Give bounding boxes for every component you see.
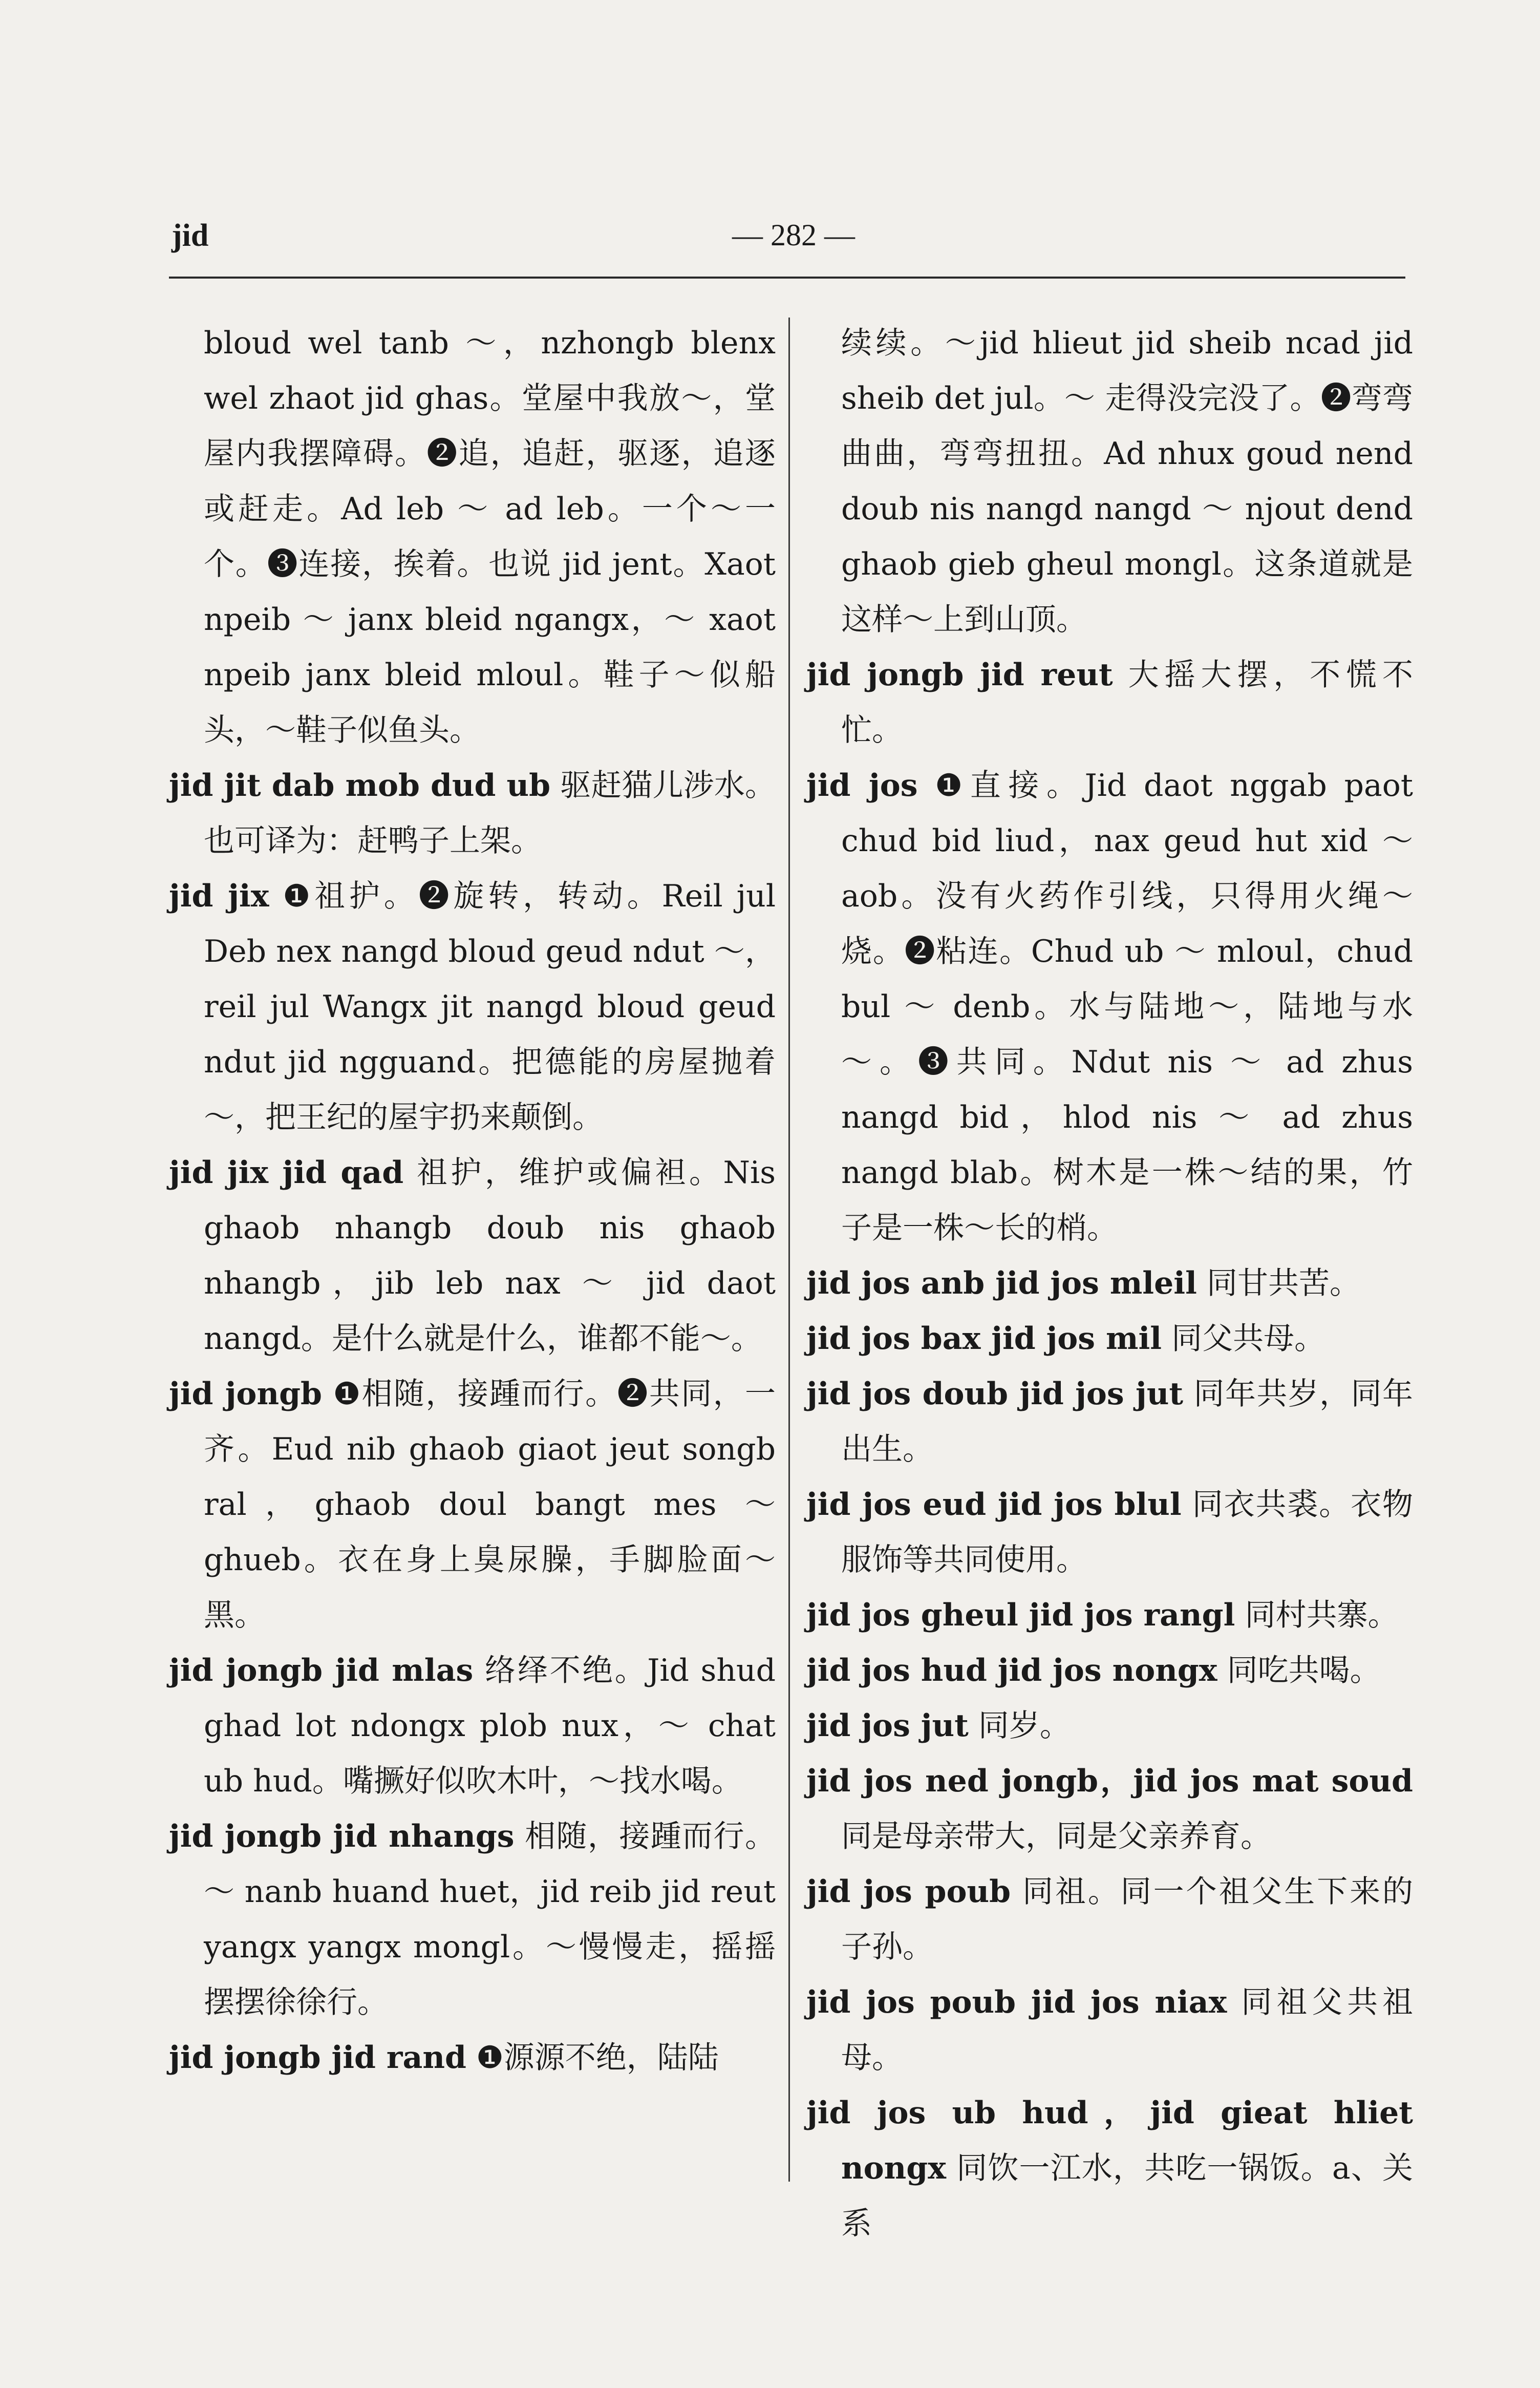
- entry-definition: 祖护，维护或偏袒。Nis ghaob nhangb doub nis ghaob nhangb，jib leb nax ～ jid daot nangd。是什么就是什么，谁都不能～。: [204, 1155, 776, 1357]
- entry-definition: 同是母亲带大，同是父亲养育。: [841, 1819, 1271, 1854]
- dictionary-entry: [806, 647, 1413, 758]
- entry-definition: ❶相随，接踵而行。❷共同，一齐。Eud nib ghaob giaot jeut songb ral，ghaob doul bangt mes ～ ghueb。衣在身上臭尿臊，手脚脸面～黑。: [204, 1376, 776, 1633]
- entry-definition: 同年共岁，同年出生。: [841, 1376, 1414, 1467]
- entry-definition: 同衣共裘。衣物服饰等共同使用。: [841, 1487, 1414, 1578]
- entry-headword: jid jos: [806, 768, 918, 804]
- header-rule: [169, 277, 1405, 279]
- left-column: [169, 315, 776, 2085]
- dictionary-entry: [806, 1588, 1413, 1643]
- entry-headword: jid jos hud jid jos nongx: [806, 1653, 1217, 1688]
- entry-definition: ❶直接。Jid daot nggab paot chud bid liud，nax geud hut xid ～ aob。没有火药作引线，只得用火绳～烧。❷粘连。Chud ub ～ mloul，chud bul ～ denb。水与陆地～，陆地与水～。❸共同。Ndut nis ～ ad zhus nangd bid，hlod nis ～ ad zhus nangd blab。树木是一株～结的果，竹子是一株～长的梢。: [841, 768, 1413, 1246]
- entry-headword: jid jongb: [169, 1376, 322, 1412]
- entry-headword: jid jos poub: [806, 1874, 1011, 1910]
- entry-headword: jid jos doub jid jos jut: [806, 1376, 1184, 1412]
- dictionary-entry: [806, 1311, 1413, 1366]
- dictionary-entry: [169, 1145, 776, 1366]
- dictionary-entry: [169, 2030, 776, 2085]
- dictionary-entry: [806, 1698, 1413, 1753]
- dictionary-entry: [806, 315, 1413, 647]
- dictionary-entry: [806, 1643, 1413, 1698]
- dictionary-entry: [169, 1643, 776, 1809]
- dictionary-entry: [169, 758, 776, 869]
- dictionary-entry: [169, 315, 776, 758]
- dictionary-entry: [806, 1477, 1413, 1588]
- entry-definition: 同饮一江水，共吃一锅饭。a、关系: [841, 2150, 1413, 2242]
- entry-definition: 同祖。同一个祖父生下来的子孙。: [841, 1874, 1413, 1965]
- dictionary-entry: [806, 1864, 1413, 1975]
- entry-headword: jid jongb jid reut: [806, 657, 1113, 693]
- dictionary-entry: [169, 869, 776, 1145]
- entry-headword: jid jix jid qad: [169, 1155, 404, 1191]
- entry-headword: jid jos bax jid jos mil: [806, 1321, 1162, 1357]
- dictionary-entry: [806, 1975, 1413, 2085]
- entry-headword: jid jos ned jongb，jid jos mat soud: [806, 1763, 1413, 1799]
- entry-headword: jid jos eud jid jos blul: [806, 1487, 1182, 1523]
- entry-headword: jid jix: [169, 878, 269, 914]
- dictionary-entry: [169, 1366, 776, 1643]
- page-number: — 282 —: [732, 218, 855, 252]
- entry-definition: 相随，接踵而行。～ nanb huand huet，jid reib jid reut yangx yangx mongl。～慢慢走，摇摇摆摆徐徐行。: [204, 1819, 776, 2020]
- entry-definition: 同父共母。: [1171, 1321, 1325, 1357]
- entry-definition: ❶源源不绝，陆陆: [476, 2040, 719, 2076]
- dictionary-entry: [806, 1753, 1413, 1864]
- right-column: [806, 315, 1413, 2251]
- dictionary-entry: [806, 2085, 1413, 2251]
- entry-headword: jid jongb jid rand: [169, 2040, 466, 2076]
- entry-definition: ❶祖护。❷旋转，转动。Reil jul Deb nex nangd bloud geud ndut ～，reil jul Wangx jit nangd bloud geud ndut jid ngguand。把德能的房屋抛着～，把王纪的屋宇扔来颠倒。: [204, 878, 776, 1135]
- guide-word: jid: [172, 218, 209, 253]
- entry-headword: jid jos anb jid jos mleil: [806, 1265, 1197, 1301]
- entry-headword: jid jongb jid nhangs: [169, 1819, 515, 1854]
- entry-definition: 同村共寨。: [1245, 1597, 1399, 1633]
- column-divider: [788, 318, 790, 2182]
- entry-headword: jid jongb jid mlas: [169, 1653, 474, 1688]
- entry-definition: 同祖父共祖母。: [841, 1984, 1413, 2076]
- entry-definition: 同岁。: [978, 1708, 1071, 1744]
- entry-definition: 络绎不绝。Jid shud ghad lot ndongx plob nux，～ chat ub hud。嘴撅好似吹木叶，～找水喝。: [204, 1653, 776, 1799]
- entry-headword: jid jos jut: [806, 1708, 969, 1744]
- entry-definition: 同甘共苦。: [1206, 1265, 1360, 1301]
- entry-definition: 同吃共喝。: [1227, 1653, 1381, 1688]
- entry-definition: bloud wel tanb ～，nzhongb blenx wel zhaot jid ghas。堂屋中我放～，堂屋内我摆障碍。❷追，追赶，驱逐，追逐或赶走。Ad leb ～ ad leb。一个～一个。❸连接，挨着。也说 jid jent。Xaot npeib ～ janx bleid ngangx，～ xaot npeib janx bleid mloul。鞋子～似船头，～鞋子似鱼头。: [204, 325, 776, 748]
- dictionary-entry: [806, 1256, 1413, 1311]
- dictionary-entry: [169, 1809, 776, 2030]
- entry-headword: jid jit dab mob dud ub: [169, 768, 551, 804]
- entry-definition: 续续。～jid hlieut jid sheib ncad jid sheib det jul。～ 走得没完没了。❷弯弯曲曲，弯弯扭扭。Ad nhux goud nend doub nis nangd nangd ～ njout dend ghaob gieb gheul mongl。这条道就是这样～上到山顶。: [841, 325, 1413, 638]
- dictionary-entry: [806, 758, 1413, 1256]
- entry-headword: jid jos gheul jid jos rangl: [806, 1597, 1235, 1633]
- entry-definition: 驱赶猫儿涉水。也可译为：赶鸭子上架。: [204, 768, 776, 859]
- entry-headword: jid jos ub hud，jid gieat hliet nongx: [806, 2095, 1413, 2186]
- entry-definition: 大摇大摆，不慌不忙。: [841, 657, 1413, 748]
- entry-headword: jid jos poub jid jos niax: [806, 1984, 1227, 2020]
- dictionary-entry: [806, 1366, 1413, 1477]
